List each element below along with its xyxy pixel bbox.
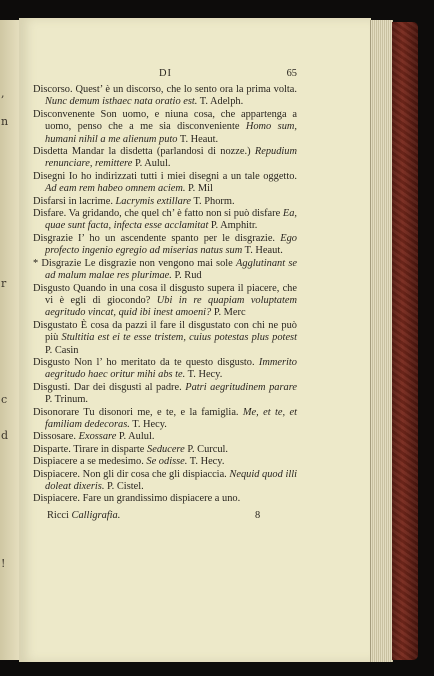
entry-text: Le disgrazie non vengono mai sole xyxy=(81,257,237,269)
header-title: DI xyxy=(159,68,172,79)
entry-term: Disparte. xyxy=(33,443,71,455)
entry-text: in lacrime. xyxy=(65,195,116,207)
page-footer xyxy=(33,510,297,524)
entry-term: Dissosare. xyxy=(33,431,76,443)
dictionary-entry xyxy=(33,233,297,258)
running-header xyxy=(33,68,297,82)
entry-text: Mandar la disdetta (parlandosi di nozze.) xyxy=(67,146,255,158)
entry-term: Discorso. xyxy=(33,84,73,95)
entry-source: T. Heaut. xyxy=(242,245,283,257)
entry-text: Son uomo, e niuna cosa, che appartenga a uomo, penso che a me sia disconveniente xyxy=(45,108,297,133)
entry-term: Disgusto xyxy=(33,282,70,294)
entry-source: P. Curcul. xyxy=(184,443,229,455)
dictionary-entry xyxy=(33,109,297,146)
entry-term: Disfare. xyxy=(33,208,67,220)
entry-source: T. Adelph. xyxy=(197,96,244,108)
entry-text: Dar dei disgusti al padre. xyxy=(70,381,186,393)
entry-text: I’ ho un ascendente spanto per le disgrazie. xyxy=(72,232,281,244)
entry-list xyxy=(33,84,297,506)
entry-source: P. Aulul. xyxy=(132,158,171,170)
entry-source: T. Hecy. xyxy=(185,369,223,381)
page-edges xyxy=(370,20,393,662)
entry-text: Fare un grandissimo dispiacere a uno. xyxy=(80,493,241,505)
entry-source: P. Rud xyxy=(171,270,202,282)
entry-text: Io ho indirizzati tutti i miei disegni a un tale oggetto. xyxy=(65,170,297,182)
entry-latin: Repudium renunciare, remittere xyxy=(45,146,297,170)
dictionary-entry xyxy=(33,456,297,468)
signature-name: Ricci xyxy=(47,509,69,521)
left-page-fragment: ! xyxy=(1,557,6,570)
entry-term: Dispiacere xyxy=(33,456,78,468)
entry-latin: Patri aegritudinem parare xyxy=(185,381,297,393)
dictionary-entry xyxy=(33,171,297,196)
entry-term: Disgusti. xyxy=(33,381,71,393)
dictionary-entry xyxy=(33,283,297,320)
dictionary-entry xyxy=(33,357,297,382)
entry-latin: Immerito aegritudo haec oritur mihi abs te. xyxy=(45,356,297,381)
entry-source: T. Phorm. xyxy=(191,195,235,207)
entry-latin: Nunc demum isthaec nata oratio est. xyxy=(45,96,198,108)
entry-latin: Seducere xyxy=(147,443,185,455)
left-page-fragment: r xyxy=(1,277,7,290)
signature-latin: Calligrafia. xyxy=(71,509,121,521)
entry-text: Non l’ ho meritato da te questo disgusto. xyxy=(69,356,259,368)
entry-source: P. Trinum. xyxy=(45,394,89,406)
entry-source: T. Heaut. xyxy=(177,133,219,145)
entry-term: Disconvenente xyxy=(33,108,95,120)
entry-latin: Agglutinant se ad malum malae res plurimae. xyxy=(45,257,298,282)
entry-latin: Exossare xyxy=(78,431,117,443)
dictionary-entry xyxy=(33,84,297,109)
left-page-fragment: n xyxy=(1,115,9,128)
dictionary-entry xyxy=(33,469,297,494)
entry-source: P. Casin xyxy=(45,344,79,356)
entry-source: T. Hecy. xyxy=(187,456,225,468)
dictionary-entry xyxy=(33,208,297,233)
entry-text: Tu disonori me, e te, e la famiglia. xyxy=(79,406,243,418)
entry-source: P. Cistel. xyxy=(104,481,144,492)
entry-text: È cosa da pazzi il fare il disgustato con chi ne può più xyxy=(45,319,297,344)
entry-term: Disgusto xyxy=(33,356,70,368)
entry-text: Quest’ è un discorso, che lo sento ora la prima volta. xyxy=(72,84,297,95)
entry-source: P. Mil xyxy=(185,183,213,195)
entry-term: Disonorare xyxy=(33,406,80,418)
page-number: 65 xyxy=(286,68,297,79)
entry-latin: Ea, quae sunt facta, infecta esse acclamitat xyxy=(45,208,297,232)
left-page-fragment: d xyxy=(1,429,9,442)
dictionary-entry xyxy=(33,146,297,171)
left-page-fragment: , xyxy=(1,87,5,100)
entry-latin: Nequid quod illi doleat dixeris. xyxy=(45,468,297,492)
entry-latin: Ego profecto ingenio egregio ad miserias natus sum xyxy=(45,232,297,257)
entry-term: Disfarsi xyxy=(33,195,66,207)
book-cover xyxy=(392,22,418,660)
entry-term: Disgustato xyxy=(33,319,78,331)
page-text xyxy=(33,68,297,524)
entry-latin: Ad eam rem habeo omnem aciem. xyxy=(45,183,186,195)
entry-text: Tirare in disparte xyxy=(70,443,148,455)
entry-latin: Ubi in re quapiam voluptatem aegritudo vincat, quid ibi inest amoeni? xyxy=(45,294,297,319)
left-page-edge xyxy=(0,20,21,660)
entry-text: Va gridando, che quel ch’ è fatto non si può disfare xyxy=(66,208,283,220)
entry-latin: Se odisse. xyxy=(146,456,188,468)
signature-mark xyxy=(47,510,120,522)
dictionary-entry xyxy=(33,407,297,432)
left-page-fragment: c xyxy=(1,393,8,406)
dictionary-entry xyxy=(33,196,297,208)
entry-term: * Disgrazie xyxy=(33,257,82,269)
entry-text: Non gli dir cosa che gli dispiaccia. xyxy=(80,468,230,480)
entry-source: P. Merc xyxy=(211,307,246,319)
entry-latin: Lacrymis extillare xyxy=(115,195,192,207)
entry-term: Dispiacere. xyxy=(33,493,81,505)
signature-number: 8 xyxy=(255,509,261,521)
entry-text: a se medesimo. xyxy=(77,456,147,468)
entry-term: Disegni xyxy=(33,170,66,182)
dictionary-entry xyxy=(33,382,297,407)
entry-term: Disgrazie xyxy=(33,232,73,244)
entry-term: Dispiacere. xyxy=(33,468,81,480)
dictionary-entry xyxy=(33,258,297,283)
entry-source: T. Hecy. xyxy=(129,418,167,430)
dictionary-entry xyxy=(33,493,297,505)
dictionary-entry xyxy=(33,431,297,443)
entry-latin: Homo sum, humani nihil a me alienum puto xyxy=(45,121,297,145)
dictionary-entry xyxy=(33,444,297,456)
entry-latin: Me, et te, et familiam dedecoras. xyxy=(45,406,297,430)
dictionary-entry xyxy=(33,320,297,357)
entry-latin: Stultitia est ei te esse tristem, cuius potestas plus potest xyxy=(61,332,297,344)
entry-term: Disdetta xyxy=(33,146,68,158)
entry-text: Quando in una cosa il disgusto supera il piacere, che vi è egli di giocondo? xyxy=(45,282,297,306)
entry-source: P. Amphitr. xyxy=(208,220,258,232)
entry-source: P. Aulul. xyxy=(116,431,155,443)
